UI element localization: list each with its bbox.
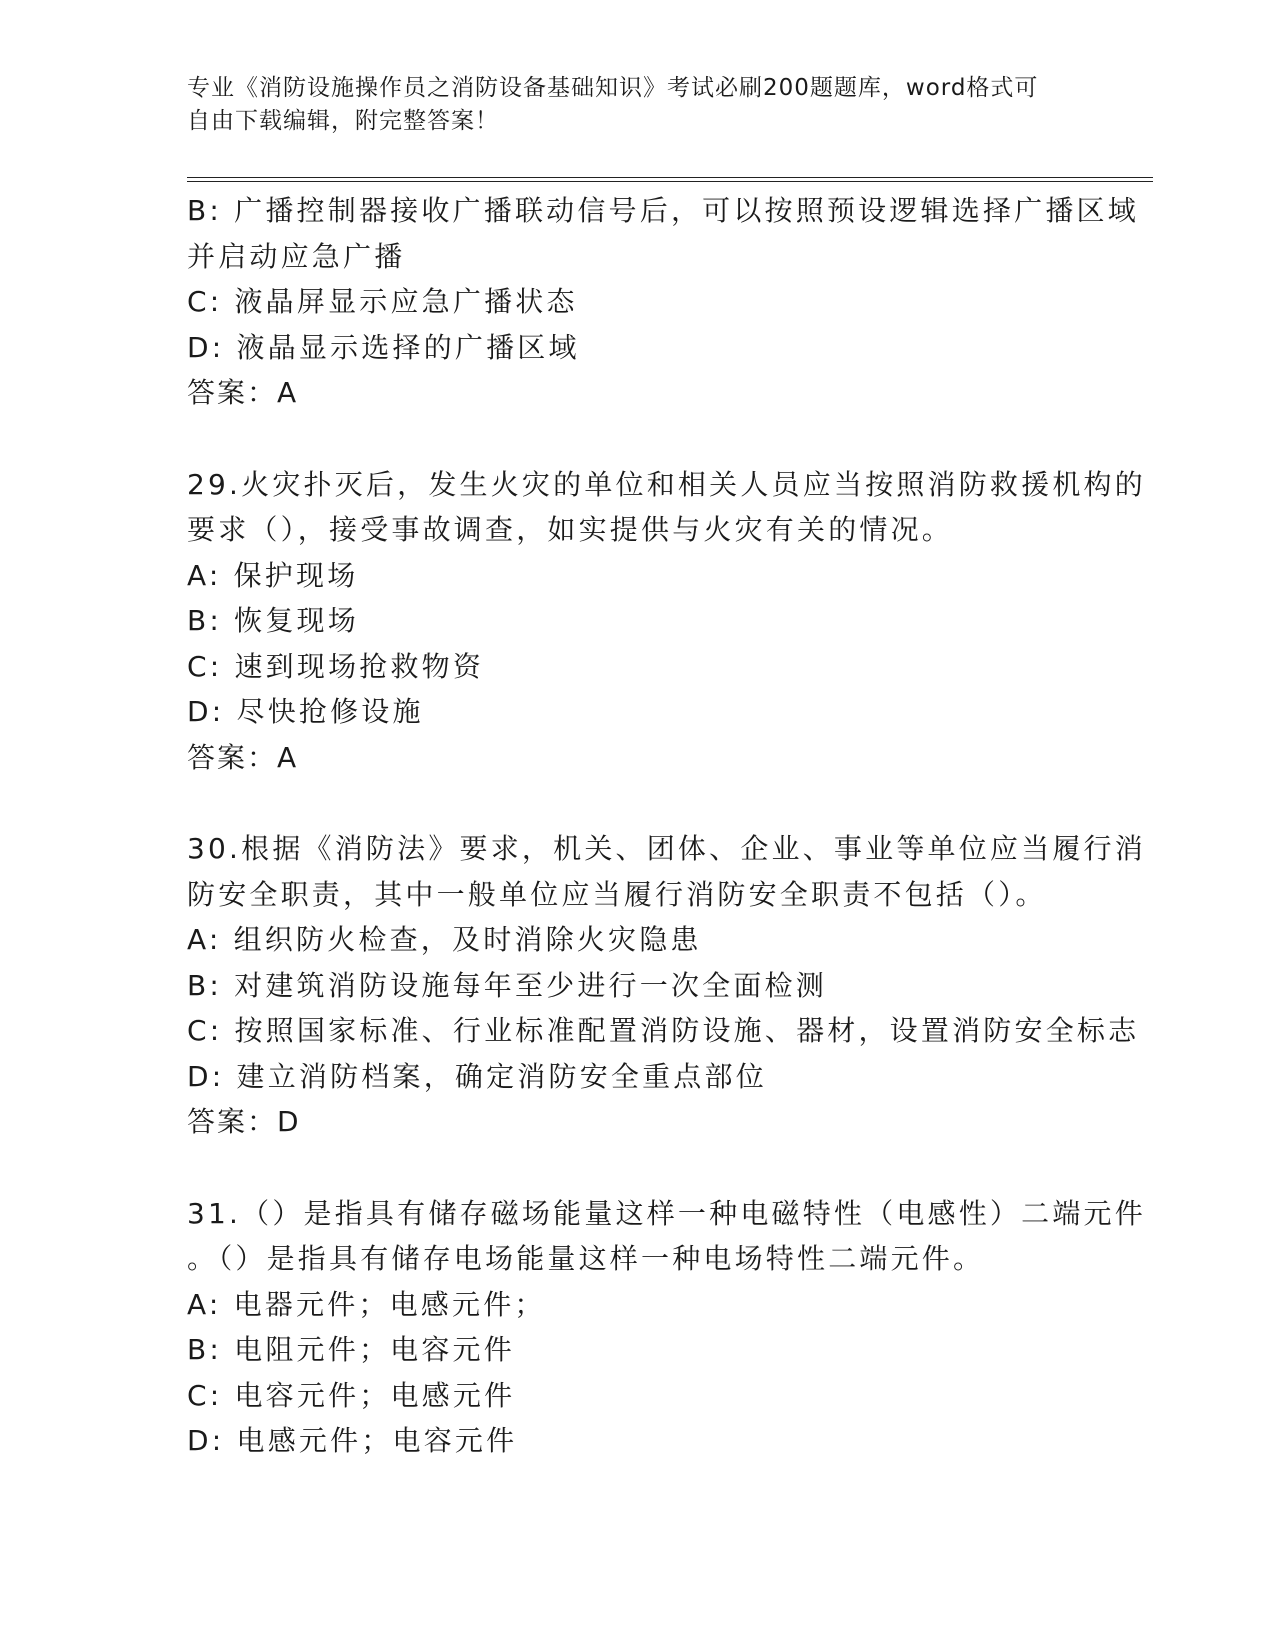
option-d: D: 建立消防档案，确定消防安全重点部位	[187, 1059, 767, 1093]
option-d: D: 液晶显示选择的广播区域	[187, 330, 580, 364]
question-28-continuation	[187, 188, 1139, 416]
question-content	[187, 188, 1146, 1464]
option-c: C: 速到现场抢救物资	[187, 649, 485, 683]
question-stem-continued: 要求（），接受事故调查，如实提供与火灾有关的情况。	[187, 513, 954, 546]
option-b: B: 广播控制器接收广播联动信号后，可以按照预设逻辑选择广播区域	[187, 194, 1139, 227]
question-30	[187, 826, 1146, 1145]
option-a: A: 保护现场	[187, 558, 359, 592]
option-d: D: 尽快抢修设施	[187, 695, 424, 728]
option-a: A: 电器元件；电感元件；	[187, 1287, 546, 1321]
answer-label: 答案：	[187, 1105, 278, 1138]
spacer	[187, 416, 1087, 462]
question-29	[187, 462, 1146, 781]
header-double-rule	[187, 177, 1153, 182]
option-b: B: 恢复现场	[187, 604, 359, 637]
option-b: B: 对建筑消防设施每年至少进行一次全面检测	[187, 968, 827, 1002]
answer-line	[187, 370, 1087, 416]
spacer	[187, 780, 1087, 826]
option-b: B: 电阻元件；电容元件	[187, 1333, 515, 1366]
answer-line	[187, 735, 1087, 781]
answer-value: D	[277, 1105, 300, 1138]
option-c: C: 电容元件；电感元件	[187, 1378, 516, 1412]
question-stem-continued: 。（）是指具有储存电场能量这样一种电场特性二端元件。	[187, 1242, 985, 1275]
answer-label: 答案：	[187, 376, 278, 409]
question-stem: 31.（）是指具有储存磁场能量这样一种电磁特性（电感性）二端元件	[187, 1196, 1146, 1230]
question-stem: 30.根据《消防法》要求，机关、团体、企业、事业等单位应当履行消	[187, 832, 1146, 865]
question-stem: 29.火灾扑灭后，发生火灾的单位和相关人员应当按照消防救援机构的	[187, 467, 1146, 501]
option-a: A: 组织防火检查，及时消除火灾隐患	[187, 923, 702, 956]
answer-value: A	[277, 376, 298, 409]
header-title-line-1: 专业《消防设施操作员之消防设备基础知识》考试必刷200题题库，word格式可	[187, 75, 1039, 101]
option-d: D: 电感元件；电容元件	[187, 1424, 518, 1457]
option-c: C: 按照国家标准、行业标准配置消防设施、器材，设置消防安全标志	[187, 1014, 1140, 1047]
answer-value: A	[277, 740, 298, 774]
option-c: C: 液晶屏显示应急广播状态	[187, 285, 578, 318]
question-31	[187, 1191, 1146, 1464]
option-b-continued: 并启动应急广播	[187, 239, 406, 273]
document-header	[187, 72, 1067, 138]
spacer	[187, 1145, 1087, 1191]
answer-label: 答案：	[187, 740, 278, 774]
answer-line	[187, 1099, 1087, 1145]
question-stem-continued: 防安全职责，其中一般单位应当履行消防安全职责不包括（）。	[187, 877, 1047, 911]
header-title-line-2: 自由下载编辑，附完整答案！	[187, 108, 499, 134]
